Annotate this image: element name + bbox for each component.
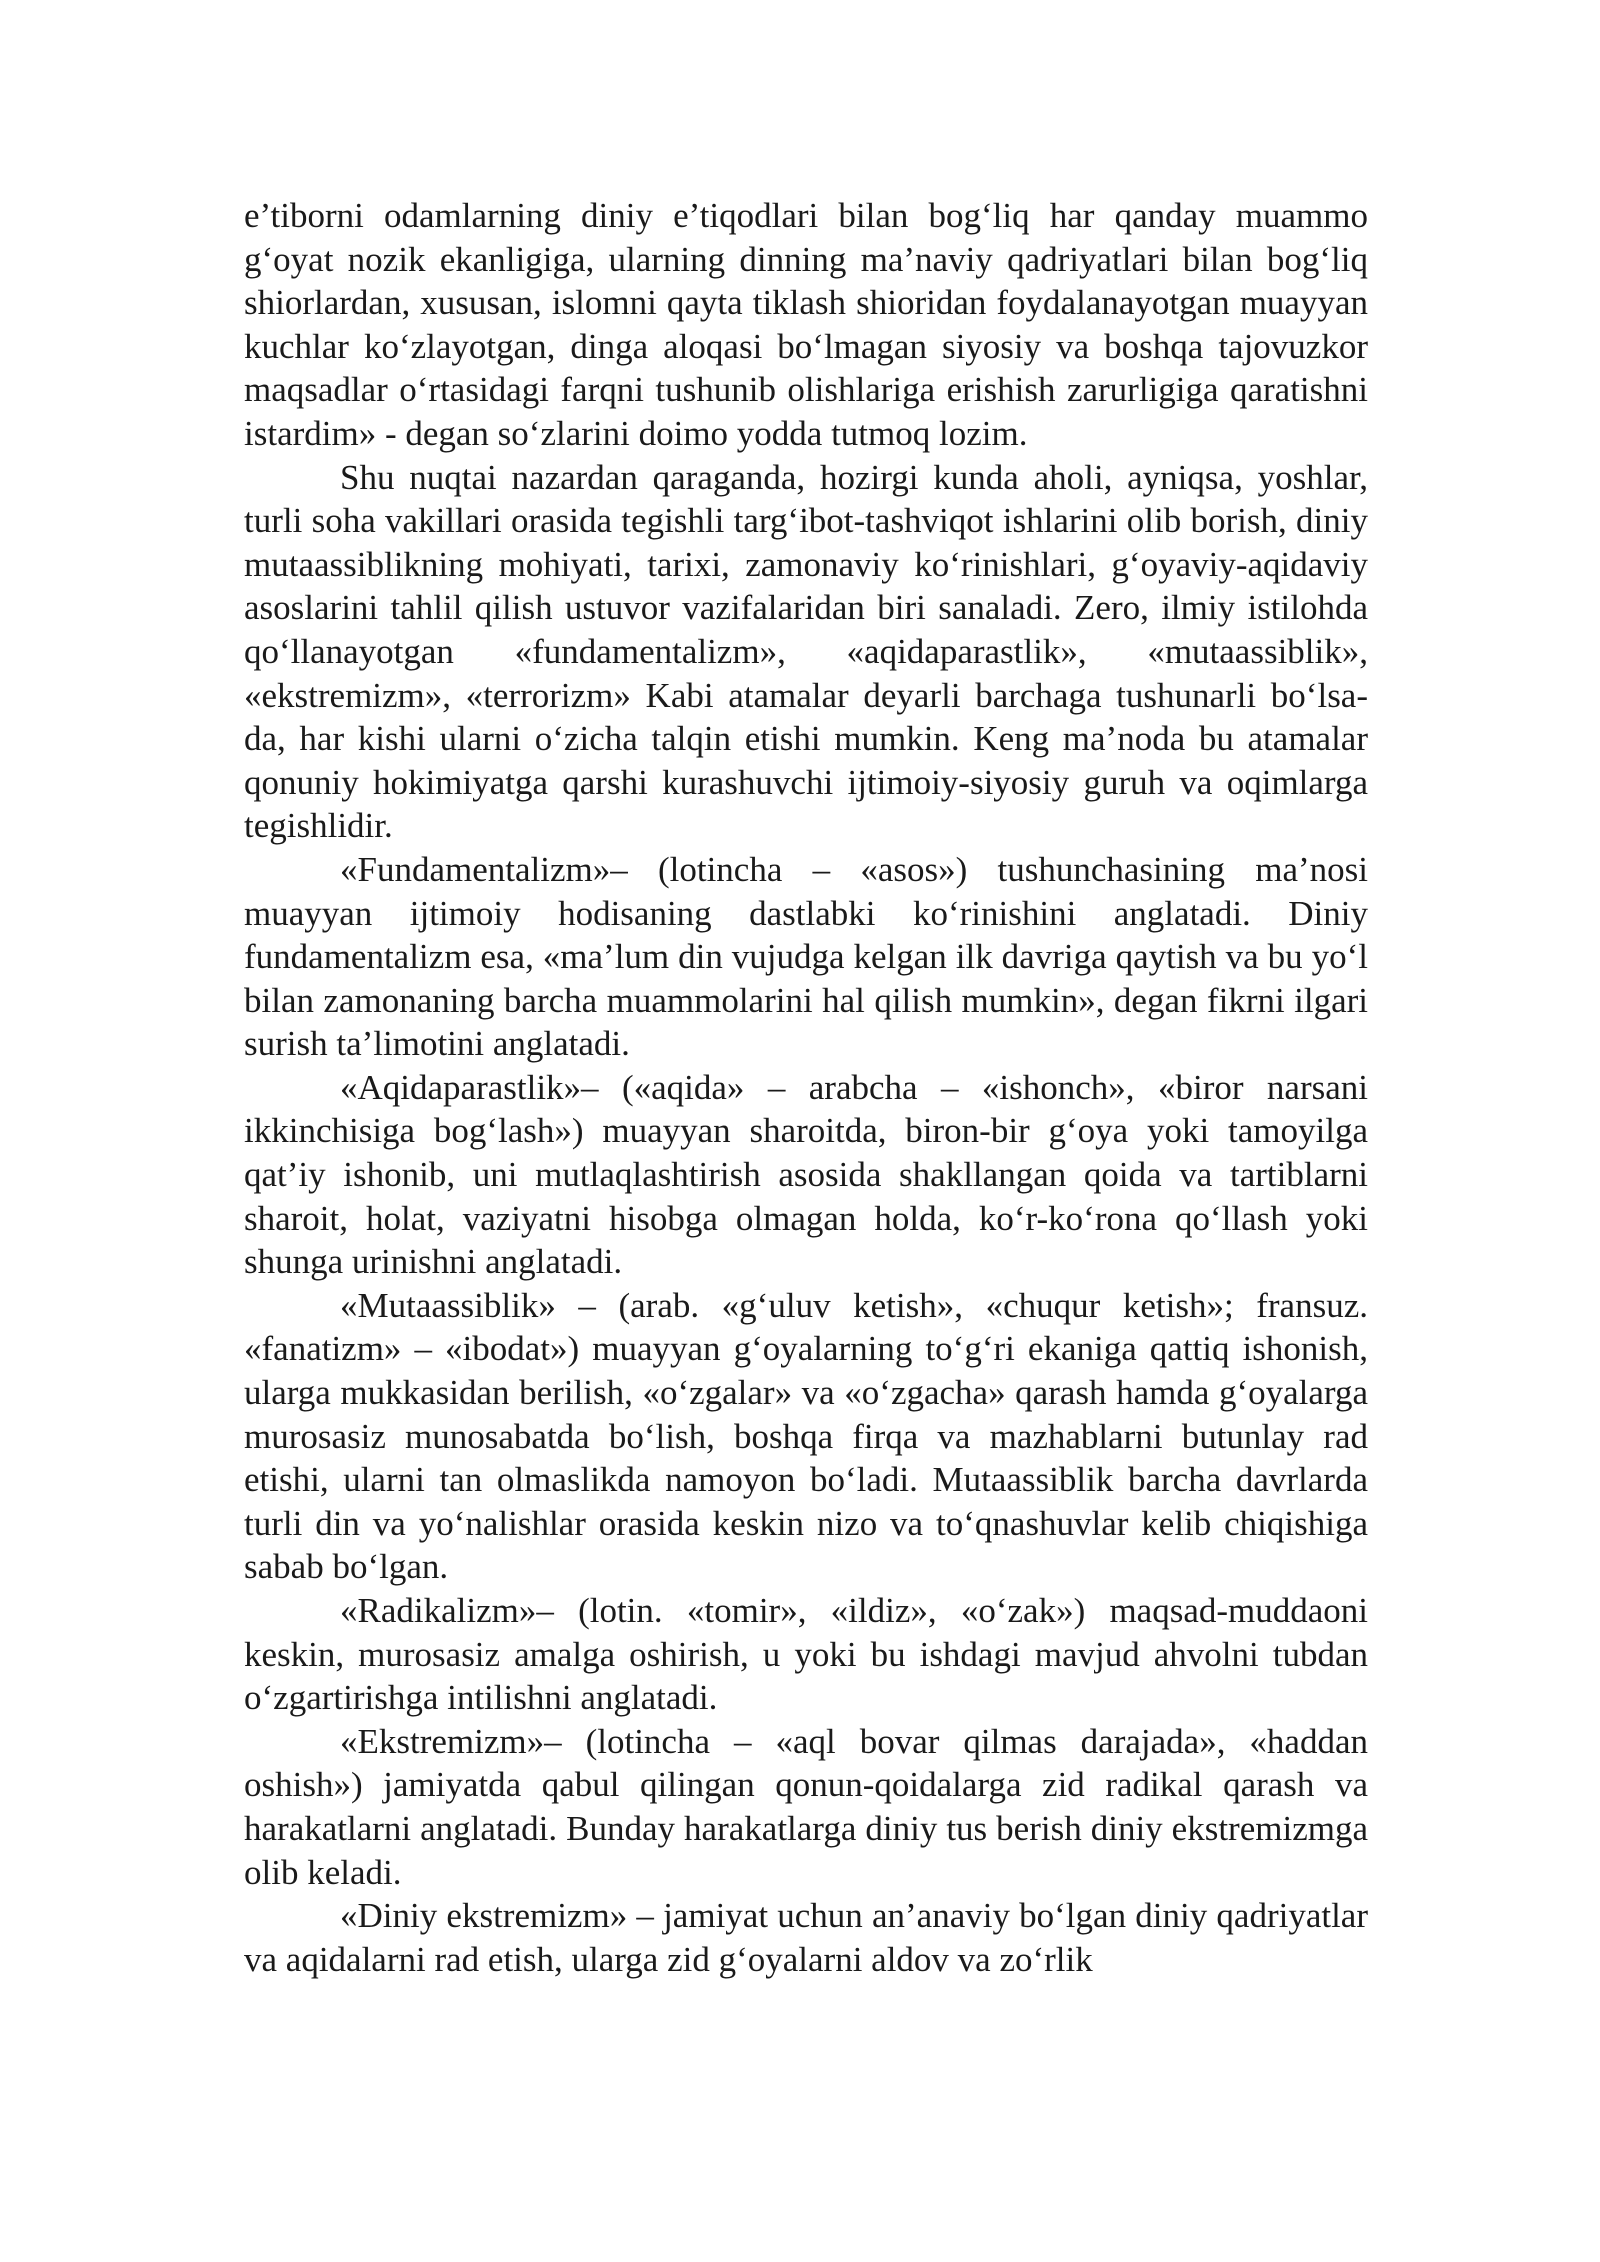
paragraph-aqidaparastlik: «Aqidaparastlik»– («aqida» – arabcha – «ishonch», «biror narsani ikkinchisiga bog‘lash») muayyan sharoitda, biron-bir g‘oya yoki tamoyilga qat’iy ishonib, uni mutlaqlashtirish asosida shakllangan qoida va tartiblarni sharoit, holat, vaziyatni hisobga olmagan holda, ko‘r-ko‘rona qo‘llash yoki shunga urinishni anglatadi. (244, 1067, 1368, 1282)
paragraph-radikalizm: «Radikalizm»– (lotin. «tomir», «ildiz», «o‘zak») maqsad-muddaoni keskin, murosasiz amalga oshirish, u yoki bu ishdagi mavjud ahvolni tubdan o‘zgartirishga intilishni anglatadi. (244, 1591, 1368, 1718)
paragraph-mutaassiblik: «Mutaassiblik» – (arab. «g‘uluv ketish», «chuqur ketish»; fransuz. «fanatizm» – «ibodat») muayyan g‘oyalarning to‘g‘ri ekaniga qattiq ishonish, ularga mukkasidan berilish, «o‘zgalar» va «o‘zgacha» qarash hamda g‘oyalarga murosasiz munosabatda bo‘lish, boshqa firqa va mazhablarni butunlay rad etishi, ularni tan olmaslikda namoyon bo‘ladi. Mutaassiblik barcha davrlarda turli din va yo‘nalishlar orasida keskin nizo va to‘qnashuvlar kelib chiqishiga sabab bo‘lgan. (244, 1285, 1368, 1587)
paragraph-ekstremizm: «Ekstremizm»– (lotincha – «aql bovar qilmas darajada», «haddan oshish») jamiyatda qabul qilingan qonun-qoidalarga zid radikal qarash va harakatlarni anglatadi. Bunday harakatlarga diniy tus berish diniy ekstremizmga olib keladi. (244, 1721, 1368, 1892)
paragraph-continuation: e’tiborni odamlarning diniy e’tiqodlari bilan bog‘liq har qanday muammo g‘oyat nozik ekanligiga, ularning dinning ma’naviy qadriyatlari bilan bog‘liq shiorlardan, xususan, islomni qayta tiklash shioridan foydalanayotgan muayyan kuchlar ko‘zlayotgan, dinga aloqasi bo‘lmagan siyosiy va boshqa tajovuzkor maqsadlar o‘rtasidagi farqni tushunib olishlariga erishish zarurligiga qaratishni istardim» - degan so‘zlarini doimo yodda tutmoq lozim. (244, 196, 1368, 453)
paragraph-fundamentalizm: «Fundamentalizm»– (lotincha – «asos») tushunchasining ma’nosi muayyan ijtimoiy hodisaning dastlabki ko‘rinishini anglatadi. Diniy fundamentalizm esa, «ma’lum din vujudga kelgan ilk davriga qaytish va bu yo‘l bilan zamonaning barcha muammolarini hal qilish mumkin», degan fikrni ilgari surish ta’limotini anglatadi. (244, 849, 1368, 1064)
paragraph-shu-nuqtai-nazardan: Shu nuqtai nazardan qaraganda, hozirgi kunda aholi, ayniqsa, yoshlar, turli soha vakillari orasida tegishli targ‘ibot-tashviqot ishlarini olib borish, diniy mutaassiblikning mohiyati, tarixi, zamonaviy ko‘rinishlari, g‘oyaviy-aqidaviy asoslarini tahlil qilish ustuvor vazifalaridan biri sanaladi. Zero, ilmiy istilohda qo‘llanayotgan «fundamentalizm», «aqidaparastlik», «mutaassiblik», «ekstremizm», «terrorizm» Kabi atamalar deyarli barchaga tushunarli bo‘lsa-da, har kishi ularni o‘zicha talqin etishi mumkin. Keng ma’noda bu atamalar qonuniy hokimiyatga qarshi kurashuvchi ijtimoiy-siyosiy guruh va oqimlarga tegishlidir. (244, 457, 1368, 846)
paragraph-diniy-ekstremizm: «Diniy ekstremizm» – jamiyat uchun an’anaviy bo‘lgan diniy qadriyatlar va aqidalarni rad etish, ularga zid g‘oyalarni aldov va zo‘rlik (244, 1896, 1368, 1979)
document-page (244, 194, 1368, 1981)
